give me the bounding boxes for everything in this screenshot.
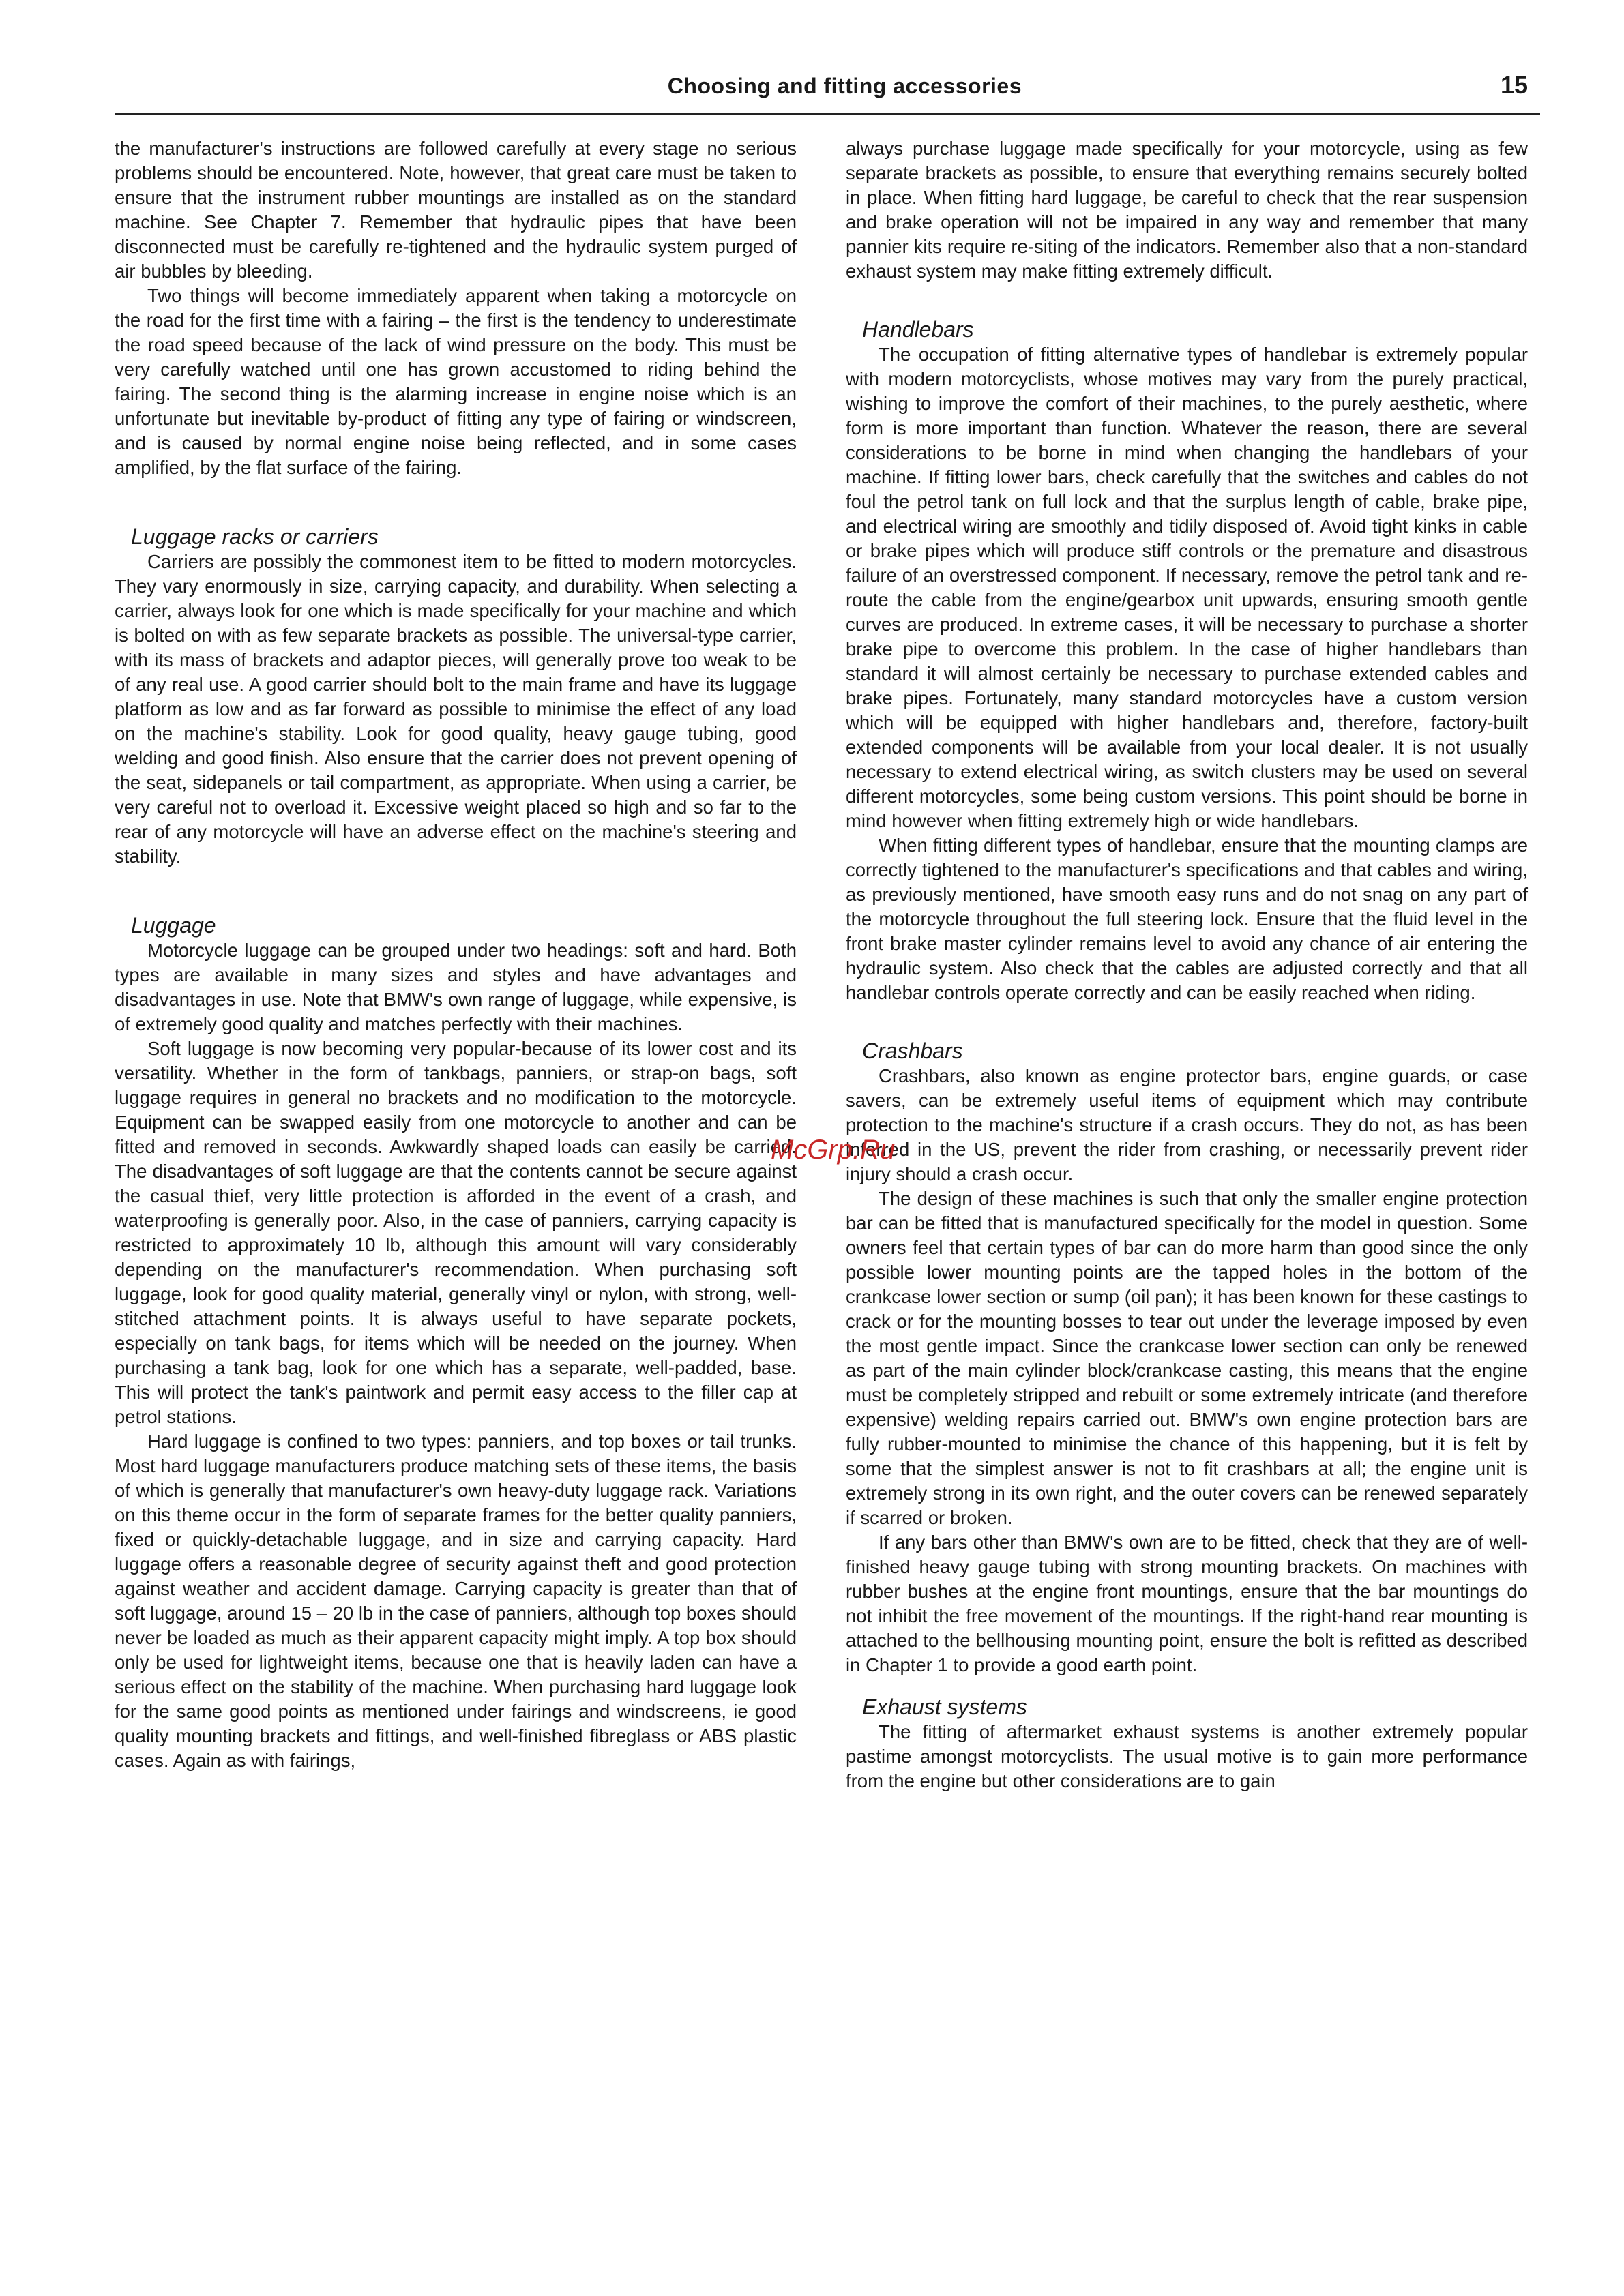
crashbars-paragraph-1: Crashbars, also known as engine protector bars, engine guards, or case savers, can be extremely useful items of equipment which may contribute protection to the machine's structure if a crash occurs. They do not, as has been inferred in the US, prevent the rider from crashing, or necessarily prevent rider injury should a crash occur. (846, 1065, 1528, 1184)
luggage-paragraph-2: Soft luggage is now becoming very popular-because of its lower cost and its versatility. Whether in the form of tankbags, panniers, or strap-on bags, soft luggage requires in general no brackets and no modification to the motorcycle. Equipment can be swapped easily from one motorcycle to another and can be fitted and removed in seconds. Awkwardly shaped loads can easily be carried. The disadvantages of soft luggage are that the contents cannot be secure against the casual thief, very little protection is afforded in the event of a crash, and waterproofing is generally poor. Also, in the case of panniers, carrying capacity is restricted to approximately 10 lb, although this amount will vary considerably depending on the manufacturer's recommendation. When purchasing soft luggage, look for good quality material, generally vinyl or nylon, with strong, well-stitched attachment points. It is always useful to have separate pockets, especially on tank bags, for items which will be needed on the journey. When purchasing a tank bag, look for one which has a separate, well-padded, base. This will protect the tank's paintwork and permit easy access to the filler cap at petrol stations. (115, 1038, 797, 1427)
running-title: Choosing and fitting accessories (667, 74, 1022, 98)
page-number: 15 (1500, 71, 1528, 99)
luggage-racks-paragraph-1: Carriers are possibly the commonest item to be fitted to modern motorcycles. They vary enormously in size, carrying capacity, and durability. When selecting a carrier, always look for one which is made specifically for your machine and which is bolted on with as few separate brackets as possible. The universal-type carrier, with its mass of brackets and adaptor pieces, will generally prove too weak to be of any real use. A good carrier should bolt to the main frame and have its luggage platform as low and as far forward as possible to minimise the effect of any load on the machine's stability. Look for good quality, heavy gauge tubing, good welding and good finish. Also ensure that the carrier does not prevent opening of the seat, sidepanels or tail compartment, as appropriate. When using a carrier, be very careful not to overload it. Excessive weight placed so high and so far to the rear of any motorcycle will have an adverse effect on the machine's steering and stability. (115, 551, 797, 867)
luggage-racks-heading: Luggage racks or carriers (131, 524, 379, 549)
handlebars-heading: Handlebars (862, 317, 974, 342)
luggage-continued-paragraph: always purchase luggage made specifically for your motorcycle, using as few separate brackets as possible, to ensure that everything remains securely bolted in place. When fitting hard luggage, be careful to check that the rear suspension and brake operation will not be impaired in any way and remember that many pannier kits require re-siting of the indicators. Remember also that a non-standard exhaust system may make fitting extremely difficult. (846, 138, 1528, 282)
crashbars-paragraph-2: The design of these machines is such that only the smaller engine protection bar can be fitted that is manufactured specifically for the model in question. Some owners feel that certain types of bar can do more harm than good since the only possible lower mounting points are the tapped holes in the bottom of the crankcase lower section or sump (oil pan); it has been known for these castings to crack or for the mounting bosses to tear out under the leverage imposed by even the most gentle impact. Since the crankcase lower section can only be renewed as part of the main cylinder block/crankcase casting, this means that the engine must be completely stripped and rebuilt or some extremely intricate (and therefore expensive) welding repairs carried out. BMW's own engine protection bars are fully rubber-mounted to minimise the chance of this happening, but it is felt by some that the simplest answer is not to fit crashbars at all; the engine unit is extremely strong in its own right, and the outer covers can be renewed separately if scarred or broken. (846, 1188, 1528, 1528)
handlebars-paragraph-2: When fitting different types of handlebar, ensure that the mounting clamps are correctly tightened to the manufacturer's specifications and that cables and wiring, as previously mentioned, have smooth easy runs and do not snag on any part of the motorcycle throughout the full steering lock. Ensure that the fluid level in the front brake master cylinder remains level to avoid any chance of air entering the hydraulic system. Also check that the cables are adjusted correctly and that all handlebar controls operate correctly and can be easily reached when riding. (846, 835, 1528, 1003)
luggage-paragraph-3: Hard luggage is confined to two types: panniers, and top boxes or tail trunks. Most hard luggage manufacturers produce matching sets of these items, the basis of which is generally that manufacturer's own heavy-duty luggage rack. Variations on this theme occur in the form of separate frames for the better quality panniers, fixed or quickly-detachable luggage, and in size and carrying capacity. Hard luggage offers a reasonable degree of security against theft and good protection against weather and accident damage. Carrying capacity is greater than that of soft luggage, around 15 – 20 lb in the case of panniers, although top boxes should never be loaded as much as their apparent capacity might imply. A top box should only be used for lightweight items, because one that is heavily laden can have a serious effect on the stability of the machine. When purchasing hard luggage look for the same good points as mentioned under fairings and windscreens, ie good quality mounting brackets and fittings, and well-finished fibreglass or ABS plastic cases. Again as with fairings, (115, 1431, 797, 1771)
handlebars-paragraph-1: The occupation of fitting alternative types of handlebar is extremely popular with modern motorcyclists, whose motives may vary from the purely practical, wishing to improve the comfort of their machines, to the purely aesthetic, where form is more important than function. Whatever the reason, there are several considerations to be borne in mind when changing the handlebars of your machine. If fitting lower bars, check carefully that the switches and cables do not foul the petrol tank on full lock and that the surplus length of cable, brake pipe, and electrical wiring are smoothly and tidily disposed of. Avoid tight kinks in cable or brake pipes which will produce stiff controls or the premature and disastrous failure of an overstressed component. If necessary, remove the petrol tank and re-route the cable from the engine/gearbox unit upwards, ensuring smooth gentle curves are produced. In extreme cases, it will be necessary to purchase a shorter brake pipe to overcome this problem. In the case of higher handlebars than standard it will almost certainly be necessary to purchase extended cables and brake pipes. Fortunately, many standard motorcycles have a custom version which will be equipped with higher handlebars and, therefore, factory-built extended components will be available from your local dealer. It is not usually necessary to extend electrical wiring, as switch clusters may be used on several different motorcycles, some being custom versions. This point should be borne in mind however when fitting extremely high or wide handlebars. (846, 344, 1528, 831)
exhaust-paragraph-1: The fitting of aftermarket exhaust systems is another extremely popular pastime amongst motorcyclists. The usual motive is to gain more performance from the engine but other considerations are to gain (846, 1721, 1528, 1791)
left-column (115, 136, 797, 1773)
crashbars-paragraph-3: If any bars other than BMW's own are to be fitted, check that they are of well-finished heavy gauge tubing with strong mounting brackets. On machines with rubber bushes at the engine front mountings, ensure that the bar mountings do not inhibit the free movement of the mountings. If the right-hand rear mounting is attached to the bellhousing mounting point, ensure the bolt is refitted as described in Chapter 1 to provide a good earth point. (846, 1532, 1528, 1675)
watermark: McGrp.Ru (771, 1135, 896, 1165)
right-column (846, 136, 1528, 1793)
luggage-heading: Luggage (131, 913, 216, 938)
page-header (115, 65, 1540, 115)
fairing-paragraph-2: Two things will become immediately apparent when taking a motorcycle on the road for the first time with a fairing – the first is the tendency to underestimate the road speed because of the lack of wind pressure on the body. This must be very carefully watched until one has grown accustomed to riding behind the fairing. The second thing is the alarming increase in engine noise which is an unfortunate but inevitable by-product of fitting any type of fairing or windscreen, and is caused by normal engine noise being reflected, and in some cases amplified, by the flat surface of the fairing. (115, 285, 797, 478)
exhaust-heading: Exhaust systems (862, 1695, 1027, 1719)
fairing-paragraph-1: the manufacturer's instructions are followed carefully at every stage no serious problems should be encountered. Note, however, that great care must be taken to ensure that the instrument rubber mountings are installed as on the standard machine. See Chapter 7. Remember that hydraulic pipes that have been disconnected must be carefully re-tightened and the hydraulic system purged of air bubbles by bleeding. (115, 138, 797, 282)
crashbars-heading: Crashbars (862, 1039, 963, 1063)
luggage-paragraph-1: Motorcycle luggage can be grouped under two headings: soft and hard. Both types are available in many sizes and styles and have advantages and disadvantages in use. Note that BMW's own range of luggage, while expensive, is of extremely good quality and matches perfectly with their machines. (115, 940, 797, 1034)
